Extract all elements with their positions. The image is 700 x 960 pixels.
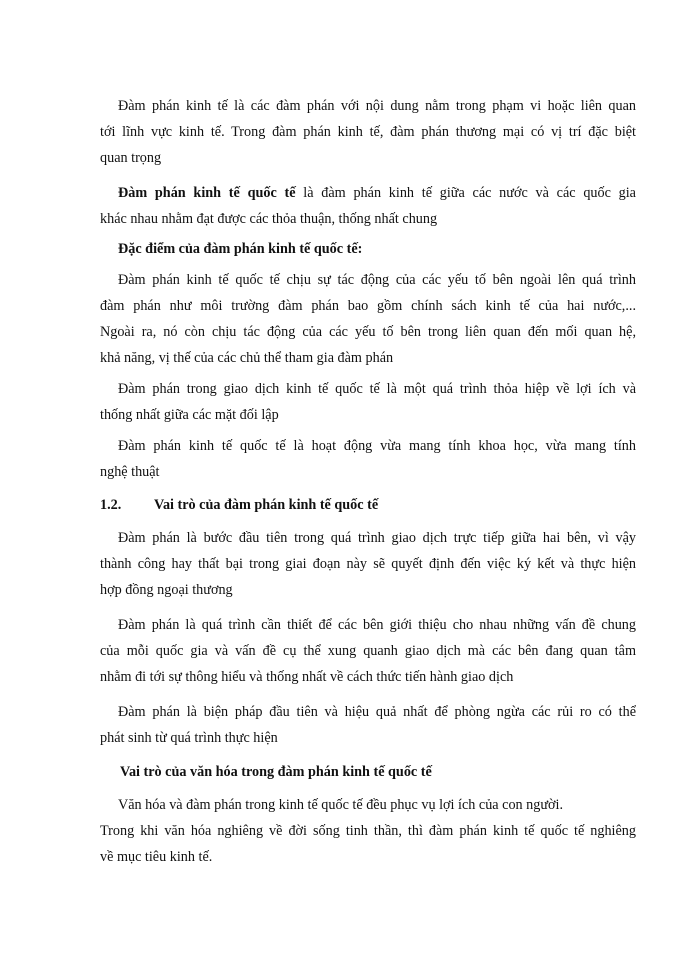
paragraph-international-negotiation (100, 180, 636, 232)
text-run: là đàm phán kinh tế giữa các nước và các quốc gia (295, 185, 636, 201)
text-line: Đàm phán là bước đầu tiên trong quá trình giao dịch trực tiếp giữa hai bên, vì vậy (118, 530, 636, 546)
text-line: Đàm phán kinh tế quốc tế là hoạt động vừa mang tính khoa học, vừa mang tính (118, 438, 636, 454)
paragraph-risk-prevention (100, 699, 636, 751)
text-line: về mục tiêu kinh tế. (100, 849, 213, 865)
heading-text: Đặc điểm của đàm phán kinh tế quốc tế: (118, 241, 363, 257)
text-line: thành công hay thất bại trong giai đoạn này sẽ quyết định đến việc ký kết và thực hiện (100, 556, 636, 572)
text-line: thống nhất giữa các mặt đối lập (100, 407, 279, 423)
text-line: đàm phán như môi trường đàm phán bao gồm chính sách kinh tế của hai nước,... (100, 298, 636, 314)
text-line: Đàm phán kinh tế là các đàm phán với nội dung nằm trong phạm vi hoặc liên quan (118, 98, 636, 114)
heading-text: Vai trò của văn hóa trong đàm phán kinh tế quốc tế (120, 764, 432, 780)
section-heading-1-2 (100, 492, 636, 518)
paragraph-influences (100, 267, 636, 371)
section-number: 1.2. (100, 497, 122, 513)
text-line: khác nhau nhằm đạt được các thỏa thuận, thống nhất chung (100, 211, 438, 227)
text-line: quan trọng (100, 150, 162, 166)
paragraph-compromise (100, 376, 636, 428)
paragraph-necessary-process (100, 612, 636, 690)
text-line: Đàm phán kinh tế quốc tế chịu sự tác động của các yếu tố bên ngoài lên quá trình (118, 272, 636, 288)
text-line: Văn hóa và đàm phán trong kinh tế quốc tế đều phục vụ lợi ích của con người. (118, 797, 564, 813)
bold-term: Đàm phán kinh tế quốc tế (118, 185, 296, 201)
section-heading-line (100, 492, 636, 518)
text-line (100, 180, 636, 206)
text-line: Đàm phán trong giao dịch kinh tế quốc tế là một quá trình thỏa hiệp về lợi ích và (118, 381, 636, 397)
paragraph-economic-negotiation (100, 93, 636, 171)
paragraph-science-art (100, 433, 636, 485)
text-line: Đàm phán là quá trình cần thiết để các bên giới thiệu cho nhau những vấn đề chung (118, 617, 636, 633)
text-line: nhằm đi tới sự thông hiểu và thống nhất về cách thức tiến hành giao dịch (100, 669, 514, 685)
text-line: Đàm phán là biện pháp đầu tiên và hiệu quả nhất để phòng ngừa các rủi ro có thể (118, 704, 636, 720)
text-line: nghệ thuật (100, 464, 160, 480)
text-line: của mỗi quốc gia và vấn đề cụ thể xung quanh giao dịch mà các bên đang quan tâm (100, 643, 636, 659)
text-line: khả năng, vị thế của các chủ thể tham gia đàm phán (100, 350, 394, 366)
paragraph-culture (100, 792, 636, 870)
text-line: tới lĩnh vực kinh tế. Trong đàm phán kinh tế, đàm phán thương mại có vị trí đặc biệt (100, 124, 636, 140)
heading-characteristics (100, 236, 636, 262)
text-line: Trong khi văn hóa nghiêng về đời sống tinh thần, thì đàm phán kinh tế quốc tế nghiêng (100, 823, 636, 839)
text-line: hợp đồng ngoại thương (100, 582, 233, 598)
text-line: phát sinh từ quá trình thực hiện (100, 730, 278, 746)
section-title: Vai trò của đàm phán kinh tế quốc tế (154, 497, 379, 513)
paragraph-first-step (100, 525, 636, 603)
heading-culture-role (100, 759, 636, 785)
text-line: Ngoài ra, nó còn chịu tác động của các yếu tố bên trong liên quan đến mối quan hệ, (100, 324, 636, 340)
